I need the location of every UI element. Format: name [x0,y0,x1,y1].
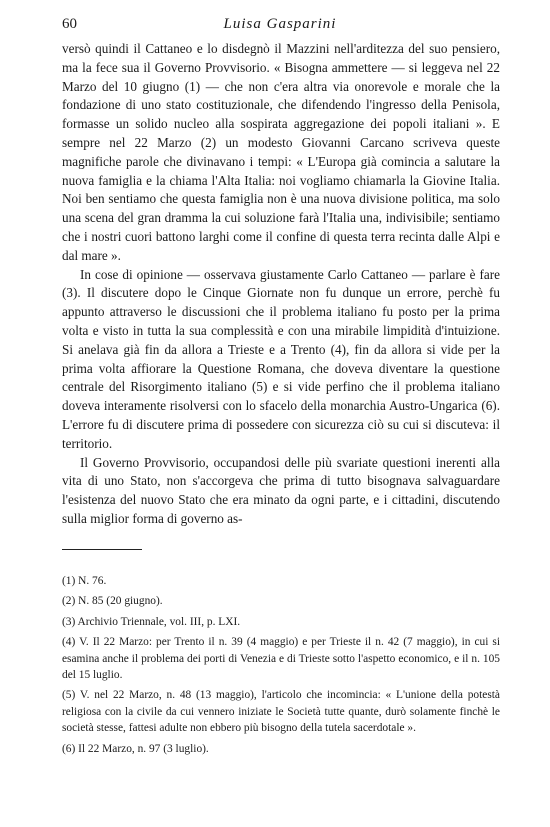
main-text [62,40,500,529]
page-header [62,14,498,36]
footnote-divider [62,549,142,550]
paragraph-2: In cose di opinione — osservava giustamente Carlo Cattaneo — parlare è fare (3). Il discutere dopo le Cinque Giornate non fu dunque un errore, perchè fu appunto attraverso le discussioni che il problema italiano fu posto per la prima volta e visto in tutta la sua complessità e con una mirabile limpidità d'intuizione. Si anelava già fin da allora a Trieste e a Trento (4), fin da allora si vide per la prima volta affiorare la Questione Romana, che doveva diventare la questione centrale del Risorgimento italiano (5) e si vide perfino che il problema italiano doveva interamente risolversi con lo sfacelo della monarchia Austro-Ungarica (6). L'errore fu di discutere prima di possedere con sicurezza ciò su cui si discuteva: il territorio. [62,266,500,451]
running-title: Luisa Gasparini [223,16,337,32]
footnote-6: (6) Il 22 Marzo, n. 97 (3 luglio). [62,742,209,755]
footnote-4: (4) V. Il 22 Marzo: per Trento il n. 39 (4 maggio) e per Trieste il n. 42 (7 maggio), in cui si esamina anche il problema dei porti di Venezia e di Trieste sotto l'aspetto economico, e il n. 105 del 15 luglio. [62,636,500,682]
footnotes [62,573,500,761]
footnote-5: (5) V. nel 22 Marzo, n. 48 (13 maggio), l'articolo che incomincia: « L'unione della potestà religiosa con la civile da cui vennero iniziate le Società tutte quante, durò solamente finchè le società stesse, fattesi adulte non ebbero più bisogno della tutela sacerdotale ». [62,689,500,735]
footnote-3: (3) Archivio Triennale, vol. III, p. LXI. [62,615,241,628]
footnote-2: (2) N. 85 (20 giugno). [62,595,163,608]
paragraph-3: Il Governo Provvisorio, occupandosi delle più svariate questioni inerenti alla vita di uno Stato, non s'accorgeva che prima di tutto bisognava salvaguardare l'esistenza del nuovo Stato che era minato da ogni parte, e i cittadini, discutendo sulla miglior forma di governo as- [62,454,500,526]
paragraph-1: versò quindi il Cattaneo e lo disdegnò il Mazzini nell'arditezza del suo pensiero, ma la fece sua il Governo Provvisorio. « Bisogna ammettere — si leggeva nel 22 Marzo del 10 giugno (1) — che non c'era altra via onorevole e morale che la fondazione di uno stato costituzionale, che difendendo l'ingresso della Penisola, formasse un solido nucleo alla sospirata aggregazione dei popoli italiani ». E sempre nel 22 Marzo (2) un modesto Giovanni Carcano scriveva queste magnifiche parole che divinavano i tempi: « L'Europa già comincia a salutare la nuova famiglia e la chiama l'Alta Italia: noi vogliamo chiamarla la Giovine Italia. Noi ben sentiamo che questa famiglia non è una nuova divisione politica, ma solo una scena del gran dramma la cui soluzione farà l'Italia una, indivisibile; sentiamo che i nostri cuori battono larghi come il confine di questa terra recinta dalle Alpi e dal mare ». [62,41,500,263]
footnote-1: (1) N. 76. [62,575,107,587]
page-number: 60 [62,16,77,32]
